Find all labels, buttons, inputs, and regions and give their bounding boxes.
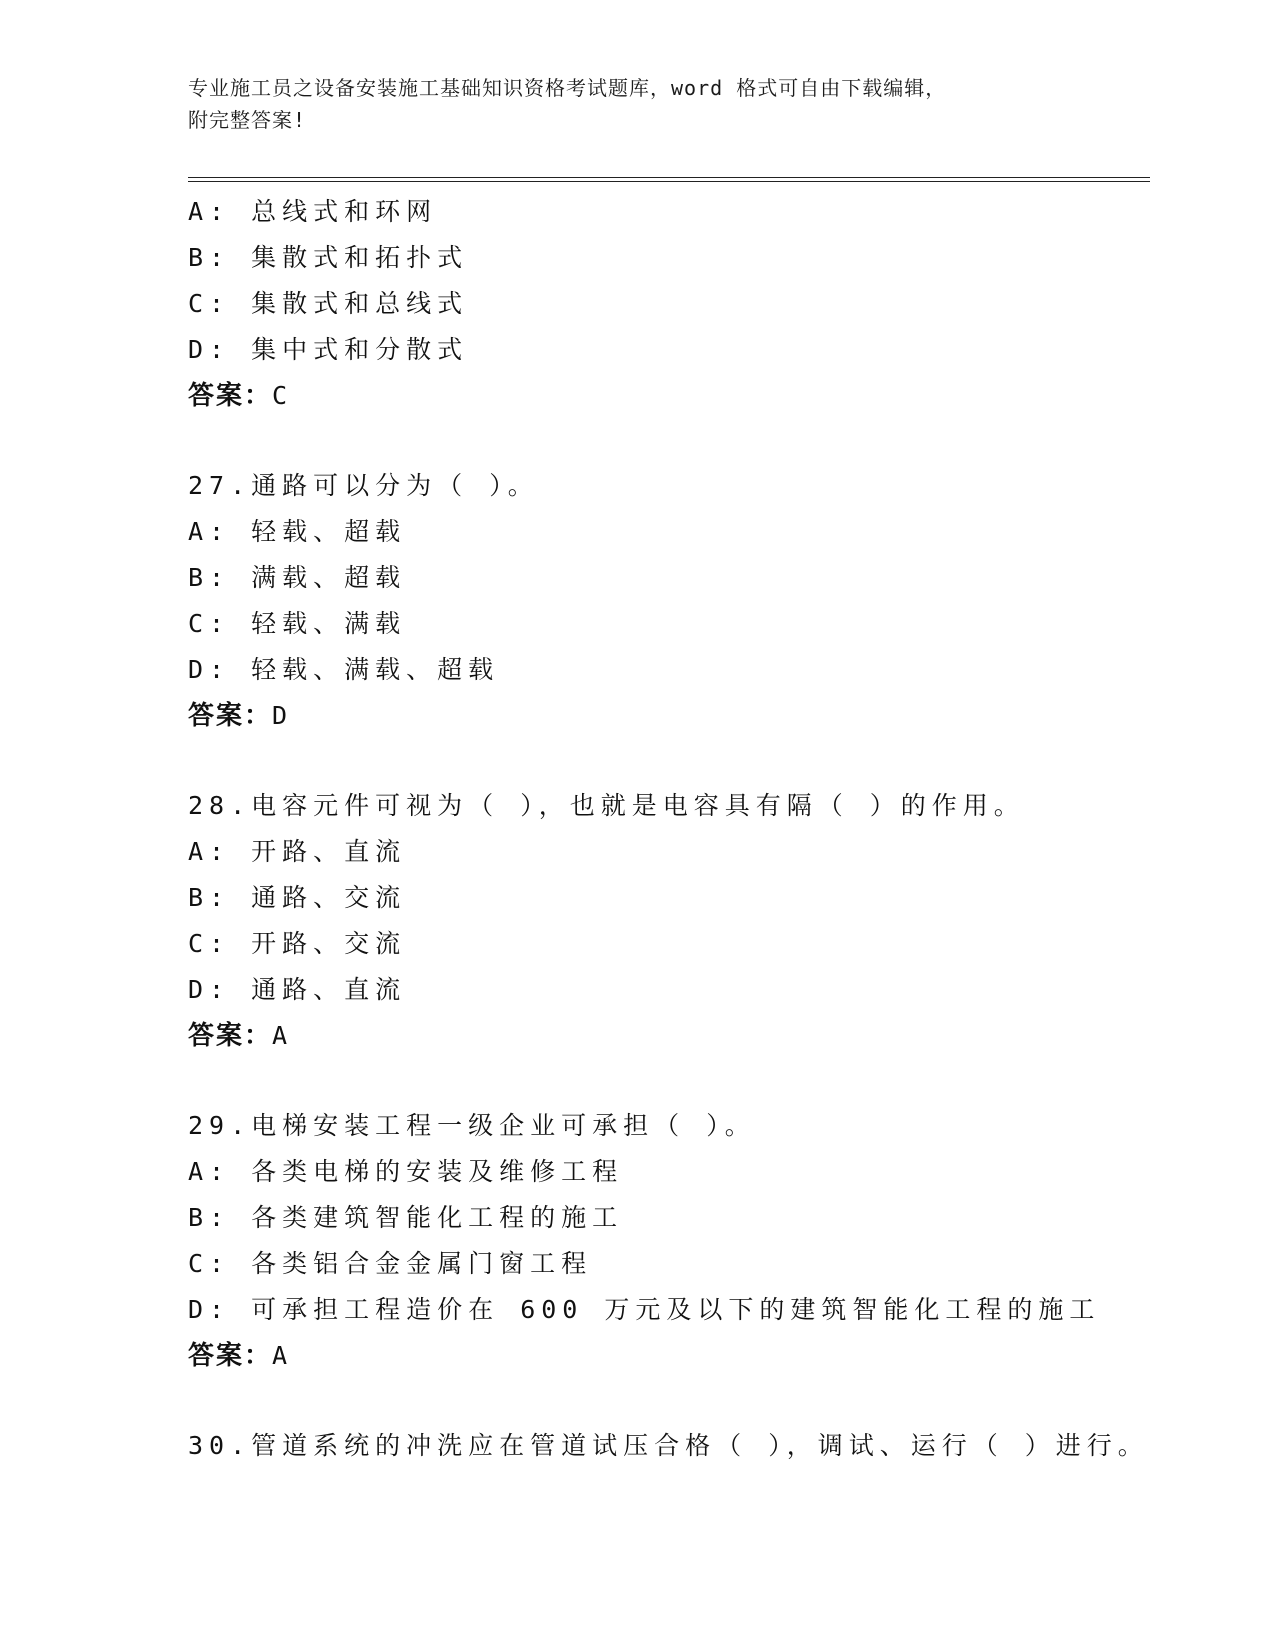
answer-line [188,1013,1150,1059]
answer-line [188,373,1150,419]
answer-value: A [272,1341,290,1370]
header-line-1: 专业施工员之设备安装施工基础知识资格考试题库，word 格式可自由下载编辑， [188,76,947,100]
option-a: A: 各类电梯的安装及维修工程 [188,1157,624,1186]
option-d: D: 集中式和分散式 [188,335,469,364]
question-block-27 [188,463,1150,739]
answer-label: 答案： [188,1341,273,1371]
answer-line [188,1333,1150,1379]
header-rule-bottom [188,181,1150,182]
option-c: C: 各类铝合金金属门窗工程 [188,1249,593,1278]
question-text: 28.电容元件可视为（ ），也就是电容具有隔（ ）的作用。 [188,791,1025,820]
answer-label: 答案： [188,1021,273,1051]
option-c: C: 开路、交流 [188,929,407,958]
option-a: A: 轻载、超载 [188,517,407,546]
option-d: D: 可承担工程造价在 600 万元及以下的建筑智能化工程的施工 [188,1295,1101,1324]
answer-value: D [272,701,290,730]
option-d: D: 通路、直流 [188,975,407,1004]
answer-label: 答案： [188,381,273,411]
answer-value: A [272,1021,290,1050]
question-list [188,189,1150,1469]
option-b: B: 集散式和拓扑式 [188,243,469,272]
question-text: 27.通路可以分为（ ）。 [188,471,539,500]
option-b: B: 通路、交流 [188,883,407,912]
option-c: C: 集散式和总线式 [188,289,469,318]
option-d: D: 轻载、满载、超载 [188,655,500,684]
question-text: 29.电梯安装工程一级企业可承担（ ）。 [188,1111,756,1140]
header-line-2: 附完整答案! [188,108,307,132]
question-block-26 [188,189,1150,419]
option-a: A: 总线式和环网 [188,197,438,226]
question-block-29 [188,1103,1150,1379]
answer-label: 答案： [188,701,273,731]
question-block-30 [188,1423,1150,1469]
option-b: B: 各类建筑智能化工程的施工 [188,1203,624,1232]
option-b: B: 满载、超载 [188,563,407,592]
question-block-28 [188,783,1150,1059]
document-header [188,72,1068,136]
answer-line [188,693,1150,739]
answer-value: C [272,381,290,410]
option-a: A: 开路、直流 [188,837,407,866]
question-text: 30.管道系统的冲洗应在管道试压合格（ ），调试、运行（ ）进行。 [188,1431,1149,1460]
option-c: C: 轻载、满载 [188,609,407,638]
header-rule-top [188,177,1150,178]
